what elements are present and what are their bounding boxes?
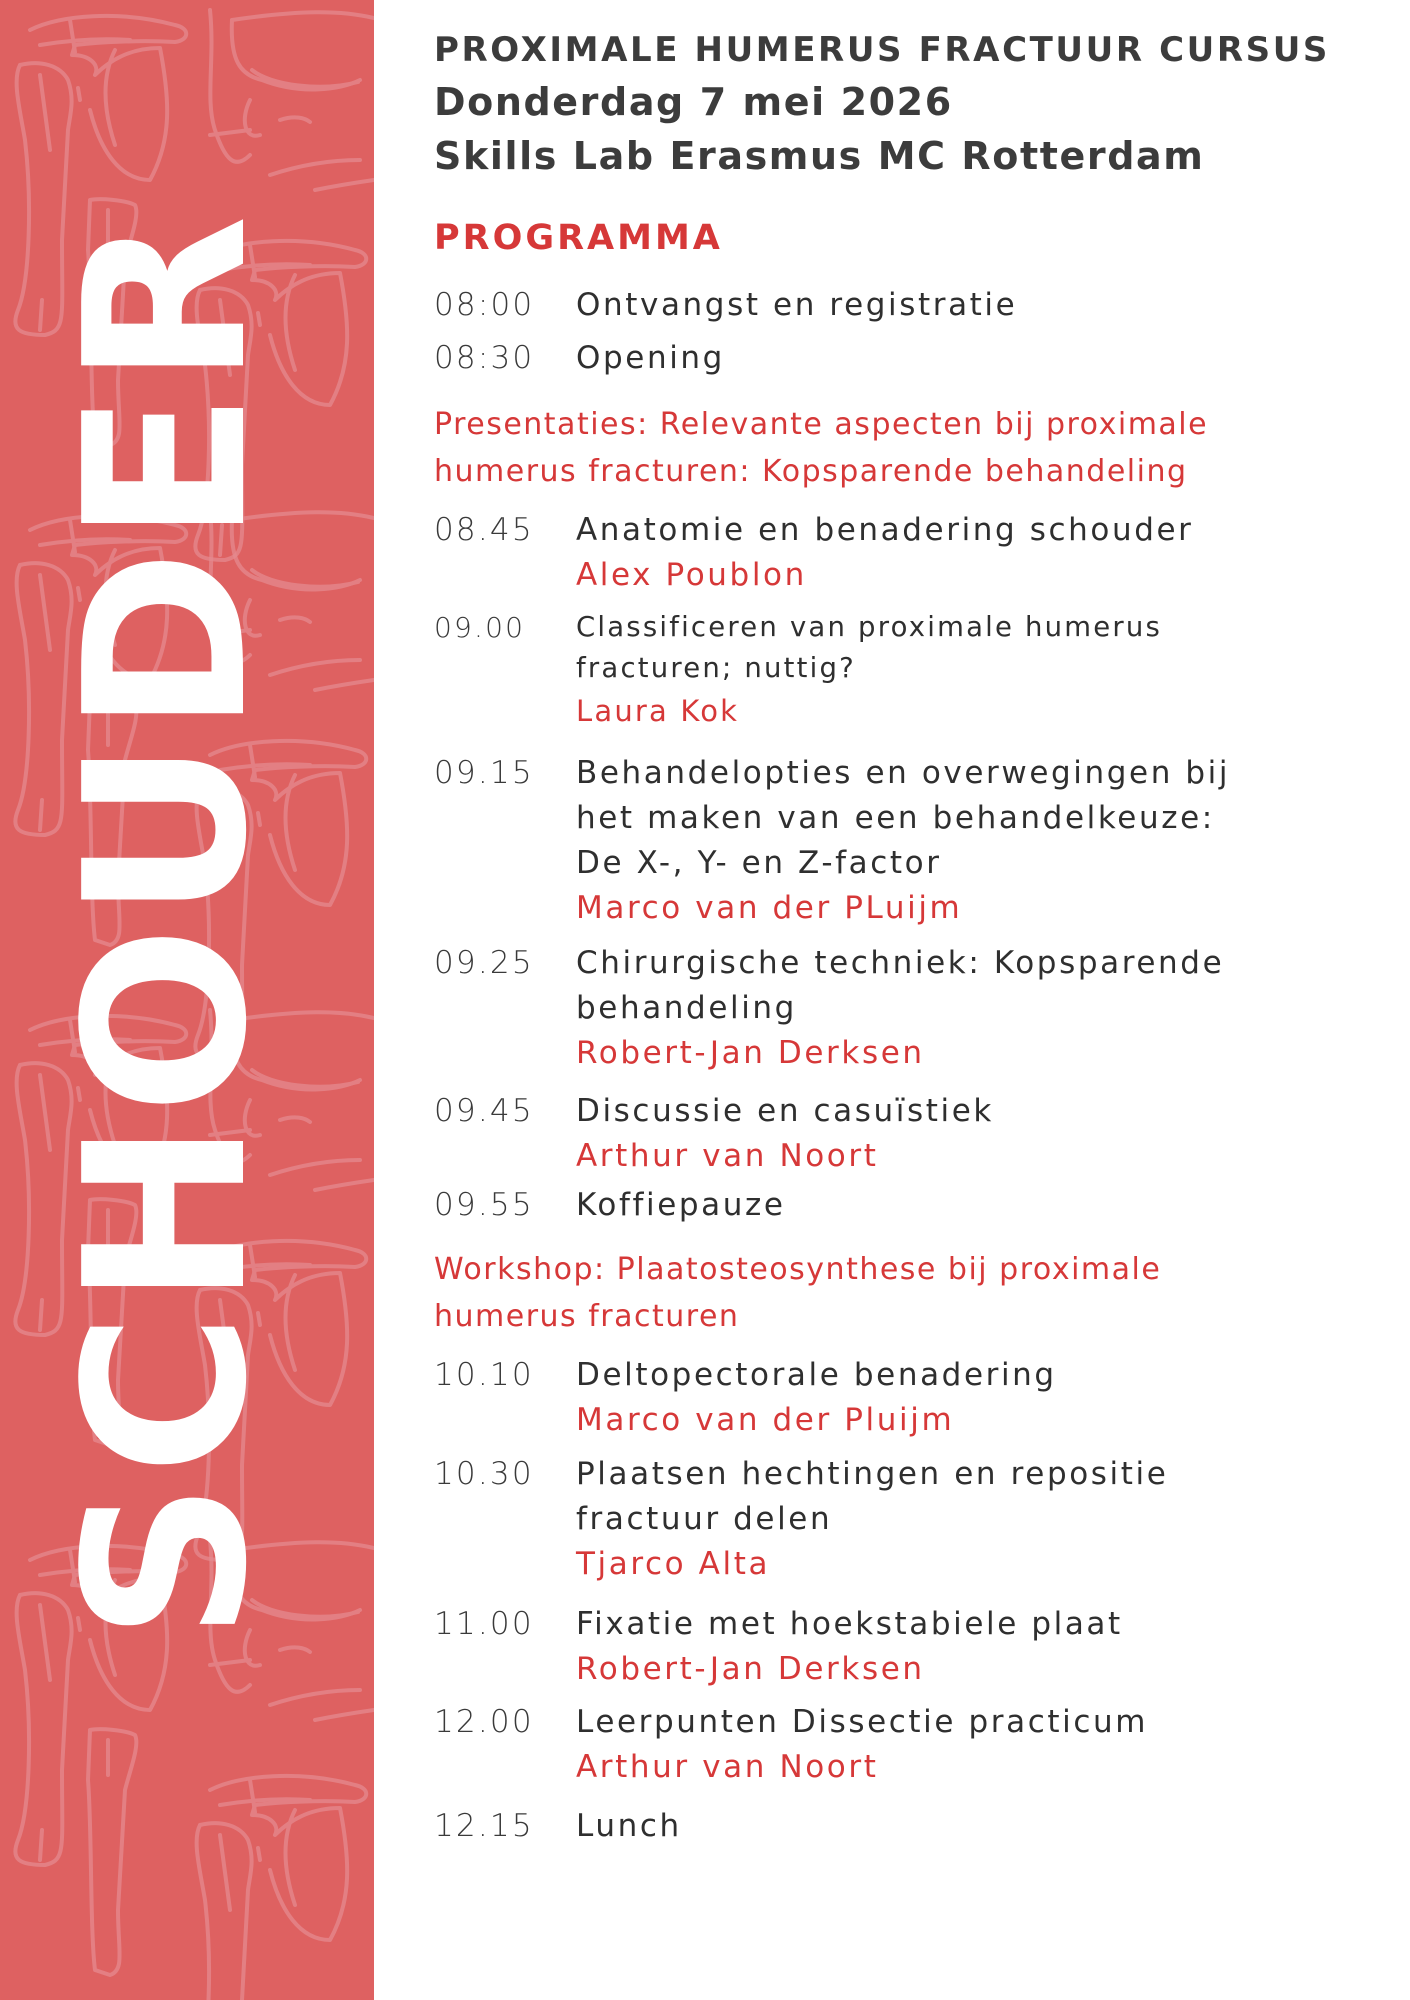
item-time: 11.00 (434, 1606, 534, 1642)
speaker-name: Marco van der PLuijm (576, 890, 963, 926)
item-title: het maken van een behandelkeuze: (576, 800, 1215, 836)
item-time: 12.15 (434, 1808, 534, 1844)
item-title: Ontvangst en registratie (576, 287, 1018, 323)
item-title: De X-, Y- en Z-factor (576, 845, 942, 881)
speaker-name: Marco van der Pluijm (576, 1402, 955, 1438)
section-heading-workshop (434, 1246, 1161, 1340)
item-time: 10.10 (434, 1357, 534, 1393)
section-heading-line: Presentaties: Relevante aspecten bij proximale (434, 407, 1209, 442)
speaker-name: Tjarco Alta (576, 1546, 771, 1582)
item-time: 09.15 (434, 755, 534, 791)
item-title: Discussie en casuïstiek (576, 1093, 994, 1129)
item-title: fractuur delen (576, 1501, 833, 1537)
section-heading-line: humerus fracturen (434, 1299, 740, 1334)
item-title: Classificeren van proximale humerus (576, 611, 1163, 643)
item-title: Plaatsen hechtingen en repositie (576, 1456, 1169, 1492)
item-title: Leerpunten Dissectie practicum (576, 1704, 1149, 1740)
item-title: Opening (576, 340, 725, 376)
item-title: Deltopectorale benadering (576, 1357, 1057, 1393)
item-time: 09.45 (434, 1093, 534, 1129)
item-time: 12.00 (434, 1704, 534, 1740)
item-time: 08.45 (434, 512, 534, 548)
item-time: 09.55 (434, 1187, 534, 1223)
item-title: fracturen; nuttig? (576, 652, 856, 684)
item-time: 08:00 (434, 287, 535, 323)
programma-heading: PROGRAMMA (434, 218, 723, 258)
item-time: 09.00 (434, 611, 526, 644)
item-title: behandeling (576, 990, 797, 1026)
vertical-title: SCHOUDER (38, 208, 296, 1642)
speaker-name: Robert-Jan Derksen (576, 1651, 925, 1687)
speaker-name: Robert-Jan Derksen (576, 1035, 925, 1071)
speaker-name: Arthur van Noort (576, 1749, 879, 1785)
section-heading-presentaties (434, 401, 1208, 495)
item-time: 08:30 (434, 340, 535, 376)
speaker-name: Laura Kok (576, 694, 740, 728)
section-heading-line: Workshop: Plaatosteosynthese bij proximale (434, 1252, 1162, 1287)
item-time: 09.25 (434, 945, 534, 981)
speaker-name: Alex Poublon (576, 557, 807, 593)
item-title: Lunch (576, 1808, 682, 1844)
course-date: Donderdag 7 mei 2026 (434, 80, 953, 124)
item-title: Koffiepauze (576, 1187, 786, 1223)
item-title: Anatomie en benadering schouder (576, 512, 1194, 548)
item-time: 10.30 (434, 1456, 534, 1492)
section-heading-line: humerus fracturen: Kopsparende behandeling (434, 454, 1188, 489)
item-title: Behandelopties en overwegingen bij (576, 755, 1231, 791)
course-location: Skills Lab Erasmus MC Rotterdam (434, 134, 1205, 178)
course-title: PROXIMALE HUMERUS FRACTUUR CURSUS (434, 30, 1330, 70)
item-title: Chirurgische techniek: Kopsparende (576, 945, 1225, 981)
item-title: Fixatie met hoekstabiele plaat (576, 1606, 1123, 1642)
speaker-name: Arthur van Noort (576, 1138, 879, 1174)
